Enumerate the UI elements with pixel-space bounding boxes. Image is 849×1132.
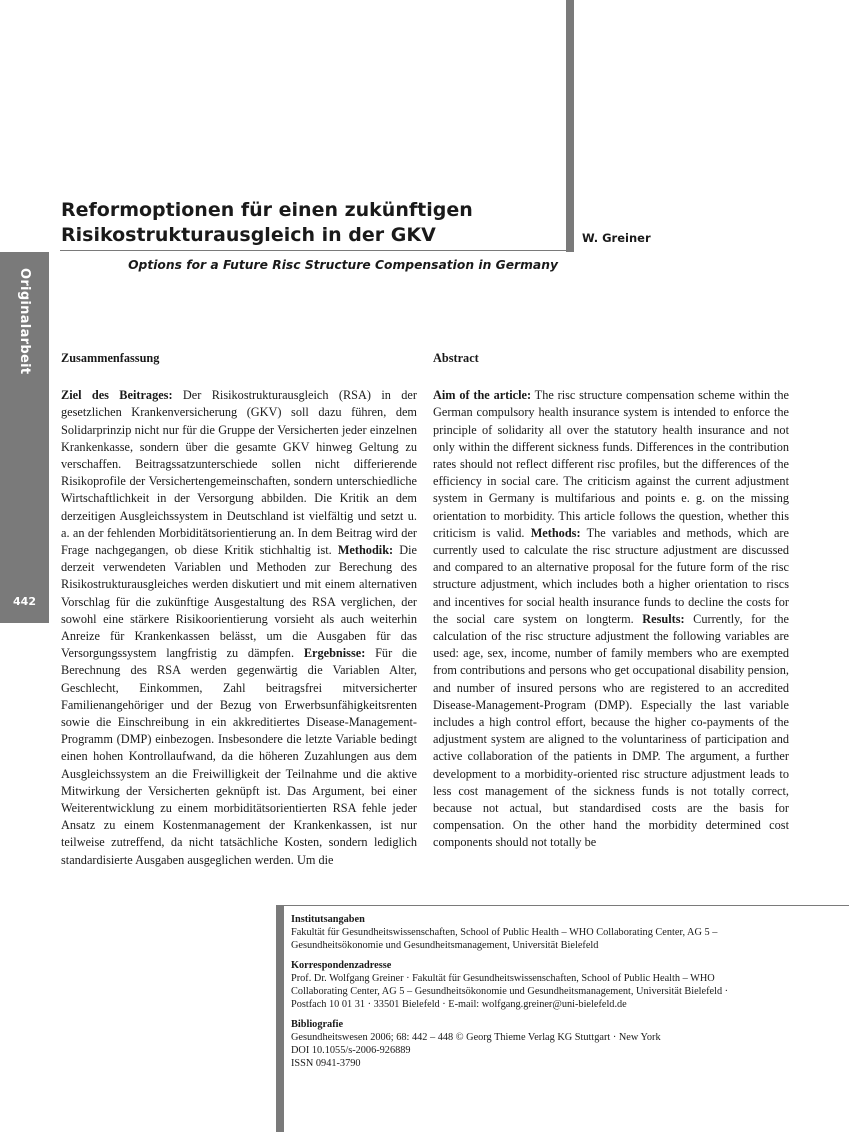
abstract-aim-text: The risc structure compensation scheme within the German compulsory health insurance system is intended to enforce the principle of solidarity all over the statutory health insurance and not only within the different sickness funds. Differences in the contribution rates should not reflect different risc profiles, but the differences of the efficiency in social care. The criticism against the current adjustment system in Germany is multifarious and points e. g. on the missing orientation to morbidity. This article follows the question, whether this criticism is valid. <box>433 388 789 540</box>
abstract-method-text: The variables and methods, which are currently used to calculate the risc structure adjustment are discussed and compared to an alternative proposal for the future form of the risc structure adjustment, which includes both a higher orientation to riscs and incentives for social health insurance funds to decline the costs for the social care system on longterm. <box>433 525 789 626</box>
summary-aim-text: Der Risikostrukturausgleich (RSA) in der gesetzlichen Krankenversicherung (GKV) soll dazu führen, dem Solidarprinzip nicht nur für die Gruppe der Versicherten jeder einzelnen Krankenkasse, sondern über die gesamte GKV hinweg Geltung zu verschaffen. Beitragssatzunterschiede sollen nicht differierende Risikoprofile der Versichertengemeinschaften, sondern unterschiedliche Wirtschaftlichkeit in der Versorgung abbilden. Die Kritik an dem derzeitigen Ausgleichssystem in Deutschland ist vielfältig und setzt u. a. an der fehlenden Morbiditätsorientierung an. In dem Beitrag wird der Frage nachgegangen, ob diese Kritik stichhaltig ist. <box>61 388 417 558</box>
summary-method-label: Methodik: <box>337 543 394 558</box>
page-number: 442 <box>13 595 36 608</box>
title-line-1: Reformoptionen für einen zukünftigen <box>61 199 473 221</box>
english-subtitle: Options for a Future Risc Structure Compensation in Germany <box>128 258 558 272</box>
article-title <box>61 198 561 248</box>
title-vertical-bar <box>566 0 574 252</box>
abstract-method-label: Methods: <box>530 525 581 540</box>
author: W. Greiner <box>582 231 651 245</box>
summary-results-label: Ergebnisse: <box>303 646 366 661</box>
abstract-column <box>433 350 789 852</box>
abstract-results-text: Currently, for the calculation of the risc structure adjustment the following variables are used: age, sex, income, number of family members who are exempted from contributions and persons who get occupational disability pension, and number of insured persons who are registered to an accredited Disease-Management-Program (DMP). Especially the last variable includes a high control effort, because the higher co-payments of the adjustment system are aligned to the voluntariness of participation and active collaboration of the patients in DMP. The argument, a further development to a morbidity-oriented risc structure adjustment leads to less cost management of the sickness funds is not totally correct, because not actual, but standardised costs are the basis for compensation. On the other hand the morbidity determined cost components should not totally be <box>433 611 789 850</box>
summary-text <box>61 387 417 869</box>
institution-section <box>291 913 839 952</box>
info-box <box>276 905 849 1132</box>
institution-heading: Institutsangaben <box>291 914 365 925</box>
correspondence-heading: Korrespondenzadresse <box>291 960 392 971</box>
abstract-results-label: Results: <box>642 611 685 626</box>
correspondence-section <box>291 959 839 1011</box>
bibliography-heading: Bibliografie <box>291 1019 344 1030</box>
summary-column <box>61 350 417 869</box>
title-rule <box>60 250 574 251</box>
summary-heading: Zusammenfassung <box>61 351 160 365</box>
abstract-aim-label: Aim of the article: <box>433 388 532 403</box>
summary-results-text: Für die Berechnung des RSA werden gegenwärtig die Variablen Alter, Geschlecht, Einkommen, Zahl beitragsfrei mitversicherter Familienangehöriger und der Bezug von Erwerbsunfähigkeitsrenten sowie die Einschreibung in ein akkreditiertes Disease-Management-Programm (DMP) einbezogen. Insbesondere die letzte Variable bedingt einen hohen Kontrollaufwand, da die höheren Zuzahlungen aus dem Ausgleichssystem an die Freiwilligkeit der Teilnahme und die aktive Mitwirkung der Versicherten geknüpft ist. Das Argument, bei einer Weiterentwicklung zu einem morbiditätsorientierten RSA fehle jeder Ansatz zu einem Kostenmanagement der Krankenkassen, ist nur teilweise zutreffend, da nicht tatsächliche Kosten, sondern lediglich standardisierte Ausgaben ausgeglichen werden. Um die <box>61 646 417 867</box>
abstract-text <box>433 387 789 851</box>
correspondence-text: Prof. Dr. Wolfgang Greiner · Fakultät für Gesundheitswissenschaften, School of Public Health – WHO Collaborating Center, AG 5 – Gesundheitsökonomie und Gesundheitsmanagement, Universität Bielefeld · Postfach 10 01 31 · 33501 Bielefeld · E-mail: wolfgang.greiner@uni-bielefeld.de <box>291 973 729 1010</box>
bibliography-section <box>291 1018 839 1070</box>
summary-method-text: Die derzeit verwendeten Variablen und Methoden zur Berechung des Risikostrukturausgleiches werden diskutiert und mit einem alternativen Vorschlag für die zukünftige Ausgestaltung des RSA verglichen, der sowohl eine stärkere Risikoorientierung vorsieht als auch weiterhin Anreize für Krankenkassen belässt, um die Ausgaben für das Versorgungssystem langfristig zu dämpfen. <box>61 543 417 661</box>
abstract-heading: Abstract <box>433 351 479 365</box>
section-label: Originalarbeit <box>17 268 32 375</box>
title-line-2: Risikostrukturausgleich in der GKV <box>61 224 436 246</box>
summary-aim-label: Ziel des Beitrages: <box>61 388 173 403</box>
institution-text: Fakultät für Gesundheitswissenschaften, School of Public Health – WHO Collaborating Center, AG 5 – Gesundheitsökonomie und Gesundheitsmanagement, Universität Bielefeld <box>291 927 718 951</box>
bibliography-text: Gesundheitswesen 2006; 68: 442 – 448 © Georg Thieme Verlag KG Stuttgart · New York DOI 10.1055/s-2006-926889 ISSN 0941-3790 <box>291 1032 661 1069</box>
